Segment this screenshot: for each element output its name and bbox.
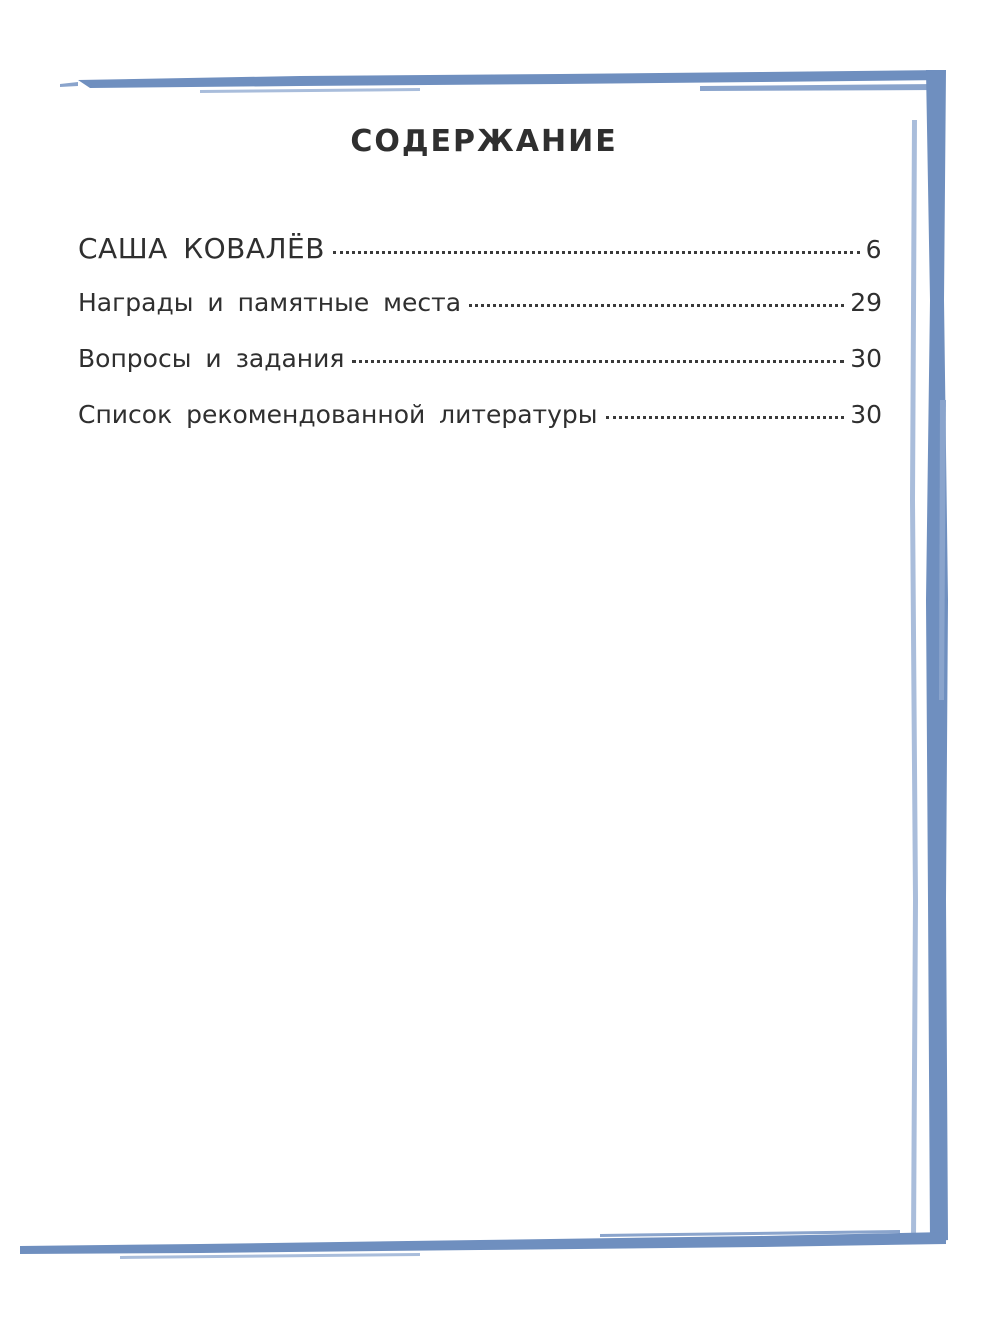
toc-entry[interactable] [78,288,882,344]
toc-entry-label: САША КОВАЛЁВ [78,232,325,265]
table-of-contents [78,232,882,456]
toc-entry[interactable] [78,400,882,456]
toc-entry-page-number: 29 [850,288,882,317]
toc-entry-label: Вопросы и задания [78,344,345,373]
toc-entry[interactable] [78,344,882,400]
dot-leader [469,304,844,307]
toc-entry-label: Список рекомендованной литературы [78,400,598,429]
dot-leader [606,416,845,419]
toc-entry-page-number: 30 [850,344,882,373]
dot-leader [352,360,844,363]
dot-leader [333,251,860,254]
frame-bottom-stroke [20,1230,946,1259]
frame-right-stroke [910,70,948,1242]
toc-entry-page-number: 30 [850,400,882,429]
toc-entry[interactable] [78,232,882,288]
toc-entry-label: Награды и памятные места [78,288,462,317]
toc-entry-page-number: 6 [865,235,882,264]
frame-top-stroke [60,70,945,93]
page-title: СОДЕРЖАНИЕ [350,124,618,159]
